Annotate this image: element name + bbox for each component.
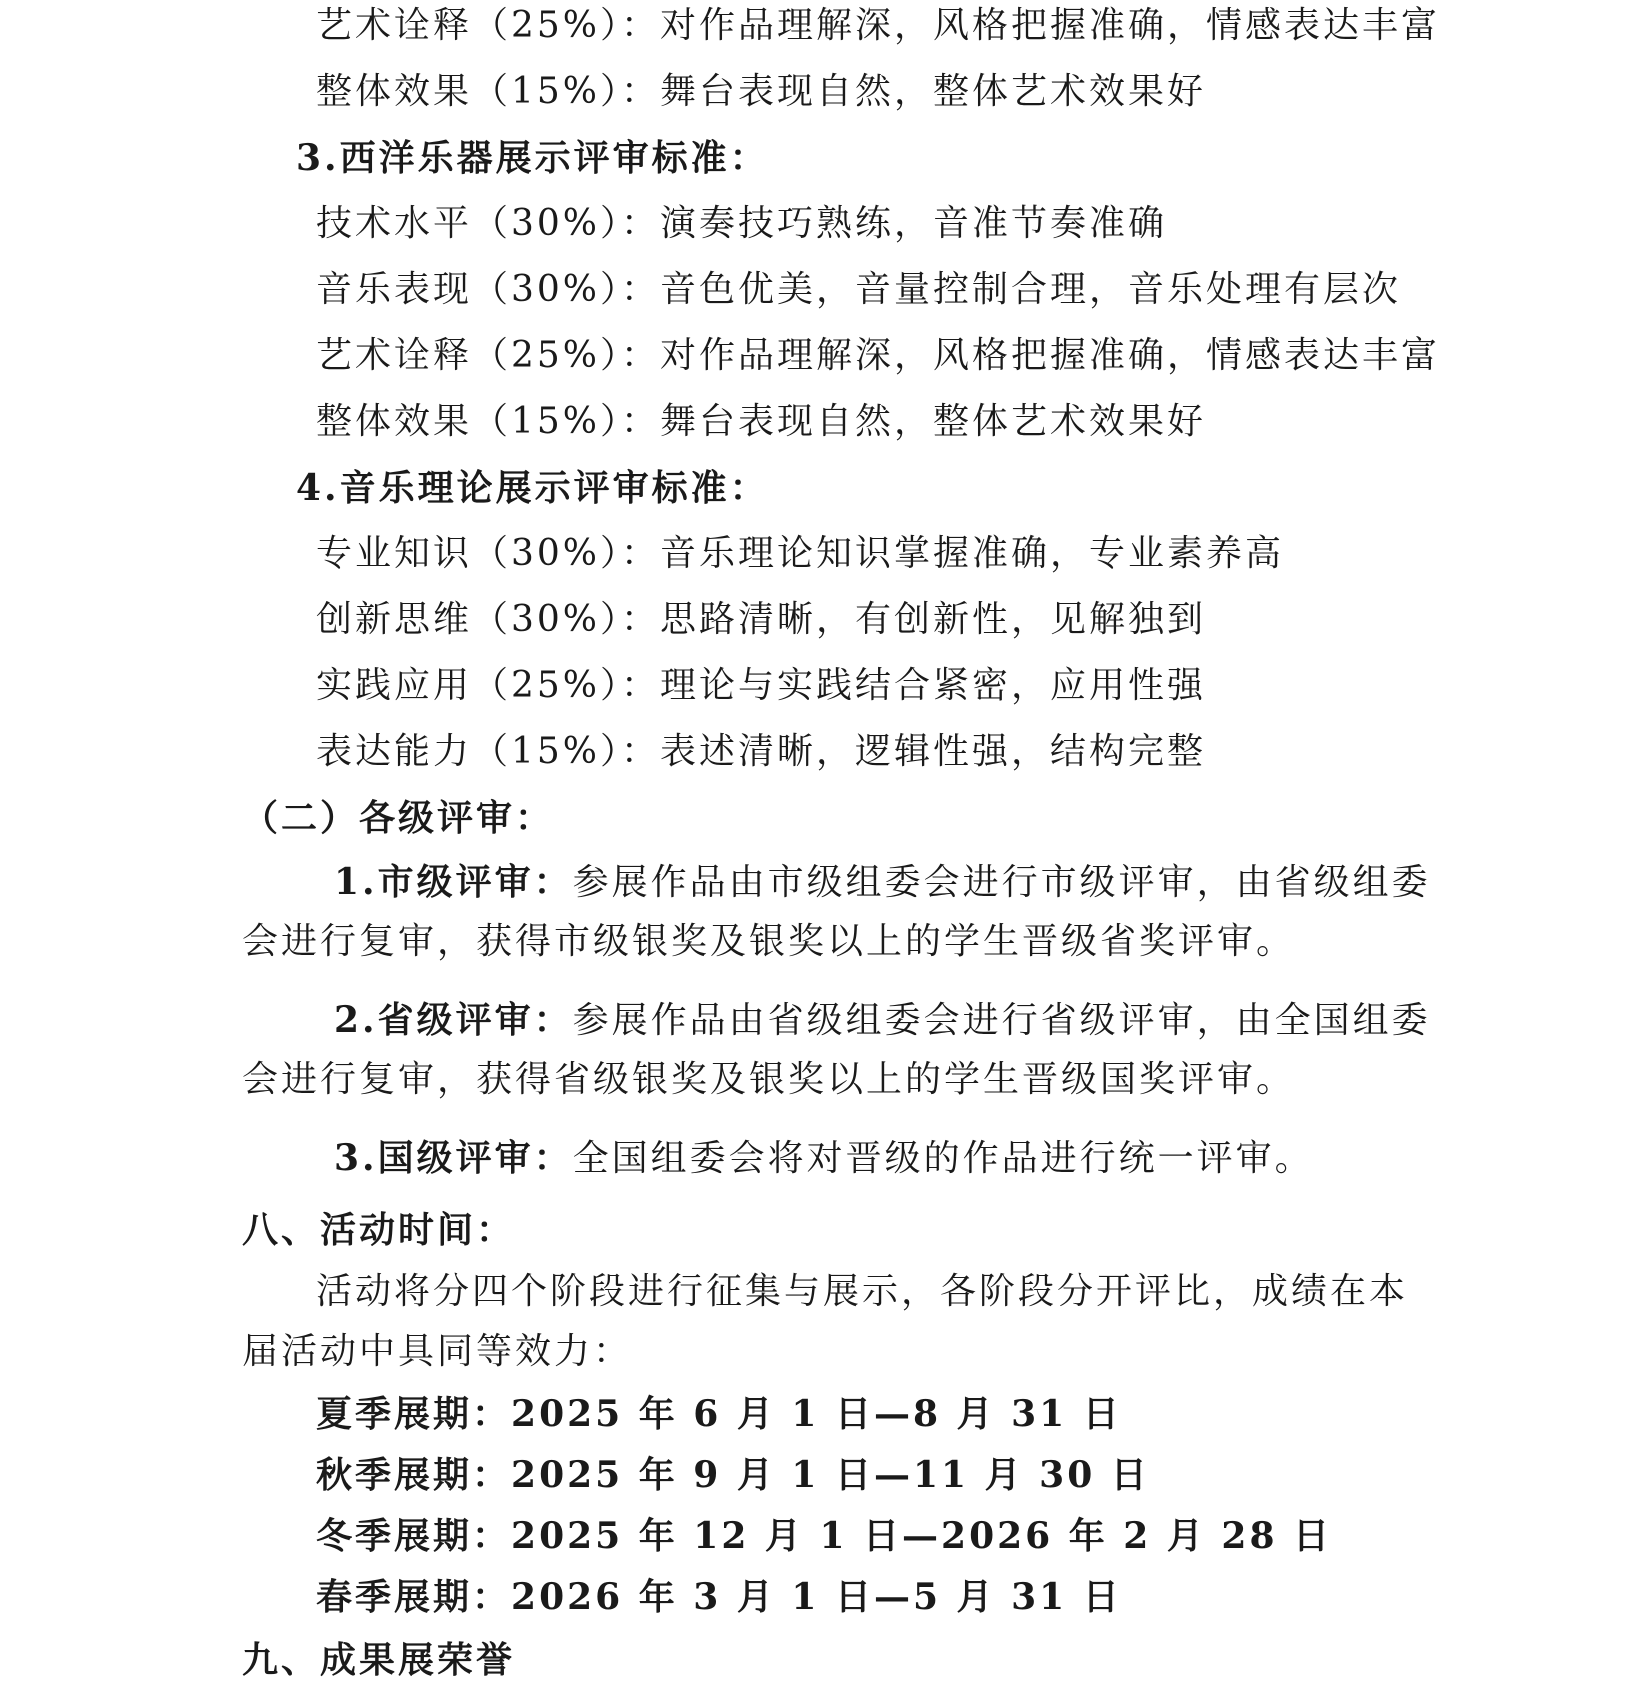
period-line [316,1453,1150,1497]
period-value: 2026 年 3 月 1 日—5 月 31 日 [511,1576,1122,1618]
city-review-text: 参展作品由市级组委会进行市级评审，由省级组委 [572,862,1431,903]
province-review-text: 参展作品由省级组委会进行省级评审，由全国组委 [572,1000,1431,1041]
criterion-line: 创新思维（30%）：思路清晰，有创新性，见解独到 [316,599,1207,640]
period-value: 2025 年 6 月 1 日—8 月 31 日 [511,1393,1122,1435]
period-label: 春季展期： [316,1576,512,1618]
levels-heading: （二）各级评审： [242,797,555,839]
criterion-line: 实践应用（25%）：理论与实践结合紧密，应用性强 [316,665,1207,706]
province-review-text-cont: 会进行复审，获得省级银奖及银奖以上的学生晋级国奖评审。 [242,1059,1296,1100]
criterion-line: 音乐表现（30%）：音色优美，音量控制合理，音乐处理有层次 [316,269,1402,310]
period-label: 秋季展期： [316,1454,512,1496]
period-line [316,1392,1122,1436]
theory-heading: 4.音乐理论展示评审标准： [296,467,769,509]
period-label: 夏季展期： [316,1393,512,1435]
period-value: 2025 年 12 月 1 日—2026 年 2 月 28 日 [511,1515,1333,1557]
criterion-line: 整体效果（15%）：舞台表现自然，整体艺术效果好 [316,71,1207,112]
criterion-line: 艺术诠释（25%）：对作品理解深，风格把握准确，情感表达丰富 [316,335,1441,376]
city-review-line [334,860,1431,905]
criterion-line: 专业知识（30%）：音乐理论知识掌握准确，专业素养高 [316,533,1285,574]
national-review-line [334,1136,1314,1181]
activity-time-intro-cont: 届活动中具同等效力： [242,1331,633,1372]
activity-time-intro: 活动将分四个阶段进行征集与展示，各阶段分开评比，成绩在本 [316,1271,1409,1312]
criterion-line: 艺术诠释（25%）：对作品理解深，风格把握准确，情感表达丰富 [316,5,1441,46]
period-line [316,1514,1332,1558]
city-review-label: 1.市级评审： [334,861,573,903]
national-review-text: 全国组委会将对晋级的作品进行统一评审。 [572,1138,1314,1179]
western-heading: 3.西洋乐器展示评审标准： [296,137,769,179]
period-value: 2025 年 9 月 1 日—11 月 30 日 [511,1454,1150,1496]
criterion-line: 表达能力（15%）：表述清晰，逻辑性强，结构完整 [316,731,1207,772]
province-review-label: 2.省级评审： [334,999,573,1041]
city-review-text-cont: 会进行复审，获得市级银奖及银奖以上的学生晋级省奖评审。 [242,921,1296,962]
activity-time-heading: 八、活动时间： [242,1209,516,1251]
period-label: 冬季展期： [316,1515,512,1557]
criterion-line: 技术水平（30%）：演奏技巧熟练，音准节奏准确 [316,203,1168,244]
national-review-label: 3.国级评审： [334,1137,573,1179]
criterion-line: 整体效果（15%）：舞台表现自然，整体艺术效果好 [316,401,1207,442]
province-review-line [334,998,1431,1043]
honor-heading: 九、成果展荣誉 [242,1639,516,1681]
period-line [316,1575,1122,1619]
